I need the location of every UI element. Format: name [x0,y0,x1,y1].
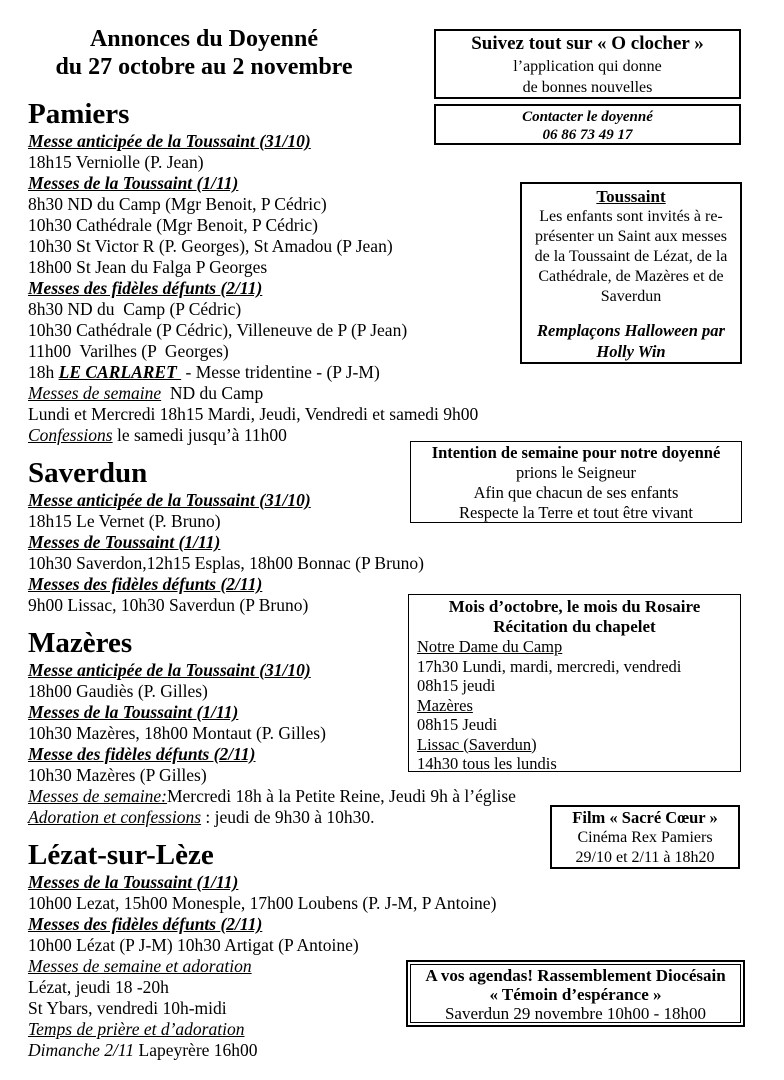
title-line-2: du 27 octobre au 2 novembre [55,54,353,80]
schedule-line [28,553,658,574]
text-segment: 8h30 ND du Camp (P Cédric) [28,299,242,319]
rosary-place: Notre Dame du Camp [417,637,563,656]
toussaint-title: Toussaint [596,187,666,206]
label-segment: Messes de semaine: [28,786,167,806]
agenda-box-inner [410,964,741,1023]
text-segment: Messes de la Toussaint (1/11) [28,702,239,722]
toussaint-body-line: Saverdun [600,288,662,305]
toussaint-footer-line: Holly Win [596,342,666,361]
schedule-line [28,574,658,595]
agenda-line: « Témoin d’espérance » [489,985,662,1004]
rosary-time: 14h30 tous les lundis [417,754,557,773]
text-segment: 18h15 Verniolle (P. Jean) [28,152,204,172]
text-segment: 8h30 ND du Camp (Mgr Benoit, P Cédric) [28,194,327,214]
rosary-place: Mazères [417,695,473,715]
agenda-box [406,960,745,1027]
schedule-line [28,152,658,173]
schedule-line [28,872,658,893]
text-segment: 9h00 Lissac, 10h30 Saverdun (P Bruno) [28,595,309,615]
label-segment: Confessions [28,425,113,445]
section-heading-lezat: Lézat-sur-Lèze [28,839,214,871]
main-column [28,0,658,1061]
text-segment: Messes des fidèles défunts (2/11) [28,574,263,594]
app-promo-line: l’application qui donne [513,58,662,75]
text-segment: 18h00 Gaudiès (P. Gilles) [28,681,208,701]
intention-line: Respecte la Terre et tout être vivant [458,503,694,522]
rosary-time: 17h30 Lundi, mardi, mercredi, vendredi [417,656,682,676]
emphasis-segment: LE CARLARET [58,362,182,382]
toussaint-body-line: de la Toussaint de Lézat, de la [534,248,728,265]
toussaint-body-line: Les enfants sont invités à re- [539,208,723,225]
film-line: 29/10 et 2/11 à 18h20 [575,849,715,866]
app-promo-box [434,29,741,99]
text-segment: Messe anticipée de la Toussaint (31/10) [28,660,311,680]
text-segment: Messes des fidèles défunts (2/11) [28,278,263,298]
page-title [28,0,380,81]
schedule-line [28,786,658,807]
rosary-box [408,594,741,772]
film-box [550,805,740,869]
text-segment: 18h15 Le Vernet (P. Bruno) [28,511,221,531]
text-segment: 10h30 Mazères (P Gilles) [28,765,207,785]
app-promo-line: de bonnes nouvelles [522,79,653,96]
text-segment: ND du Camp [161,383,264,403]
label-segment: Dimanche 2/11 [28,1040,135,1060]
text-segment: - Messe tridentine - (P J-M) [181,362,380,382]
text-segment: le samedi jusqu’à 11h00 [112,425,287,445]
contact-phone: 06 86 73 49 17 [542,127,633,143]
toussaint-body-line: Cathédrale, de Mazères et de [538,268,724,285]
intention-line: Afin que chacun de ses enfants [473,483,679,502]
label-segment: Temps de prière et d’adoration [28,1019,245,1039]
text-segment: 11h00 Varilhes (P Georges) [28,341,229,361]
contact-label: Contacter le doyenné [522,109,653,125]
agenda-line: Saverdun 29 novembre 10h00 - 18h00 [444,1004,707,1023]
rosary-place: Lissac (Saverdun) [417,734,537,754]
schedule-line [28,893,658,914]
contact-box [434,104,741,145]
film-line: Cinéma Rex Pamiers [577,829,713,846]
text-segment: Mercredi 18h à la Petite Reine, Jeudi 9h à l’église [166,786,516,806]
text-segment: 10h00 Lezat, 15h00 Monesple, 17h00 Loubens (P. J-M, P Antoine) [28,893,497,913]
schedule-line [28,404,658,425]
rosary-title-line: Récitation du chapelet [493,617,656,636]
toussaint-footer [522,320,740,362]
text-segment: 18h00 St Jean du Falga P Georges [28,257,268,277]
app-promo-title: Suivez tout sur « O clocher » [471,33,704,54]
text-segment: 10h30 Saverdon,12h15 Esplas, 18h00 Bonnac (P Bruno) [28,553,424,573]
text-segment: 18h [28,362,59,382]
schedule-line [28,362,658,383]
label-segment: Messes de semaine et adoration [28,956,252,976]
agenda-line: A vos agendas! Rassemblement Diocésain [425,966,726,985]
toussaint-footer-line: Remplaçons Halloween par [537,321,725,340]
section-heading-mazeres: Mazères [28,627,133,659]
schedule-line [28,935,658,956]
text-segment: 10h30 Cathédrale (Mgr Benoit, P Cédric) [28,215,318,235]
text-segment: Messes de la Toussaint (1/11) [28,872,239,892]
text-segment: Messe anticipée de la Toussaint (31/10) [28,131,311,151]
text-segment: Messes de Toussaint (1/11) [28,532,221,552]
rosary-title-line: Mois d’octobre, le mois du Rosaire [448,597,701,616]
intention-title: Intention de semaine pour notre doyenné [431,443,721,462]
text-segment: 10h30 Cathédrale (P Cédric), Villeneuve de P (P Jean) [28,320,408,340]
rosary-time: 08h15 jeudi [417,676,496,695]
text-segment: Messes des fidèles défunts (2/11) [28,914,263,934]
film-title: Film « Sacré Cœur » [572,808,718,827]
toussaint-box [520,182,742,364]
text-segment: Lapeyrère 16h00 [134,1040,258,1060]
label-segment: Adoration et confessions [28,807,202,827]
rosary-time: 08h15 Jeudi [417,715,498,734]
schedule-line [28,383,658,404]
toussaint-body-line: présenter un Saint aux messes [535,228,727,245]
schedule-line [28,1040,658,1061]
text-segment: Messe des fidèles défunts (2/11) [28,744,256,764]
text-segment: 10h30 St Victor R (P. Georges), St Amadou (P Jean) [28,236,393,256]
text-segment: St Ybars, vendredi 10h-midi [28,998,227,1018]
label-segment: Messes de semaine [28,383,162,403]
title-line-1: Annonces du Doyenné [89,26,319,52]
text-segment: : jeudi de 9h30 à 10h30. [201,807,375,827]
text-segment: Lundi et Mercredi 18h15 Mardi, Jeudi, Vendredi et samedi 9h00 [28,404,479,424]
section-heading-pamiers: Pamiers [28,98,130,130]
text-segment: 10h30 Mazères, 18h00 Montaut (P. Gilles) [28,723,326,743]
text-segment: Messe anticipée de la Toussaint (31/10) [28,490,311,510]
text-segment: Messes de la Toussaint (1/11) [28,173,239,193]
schedule-line [28,532,658,553]
intention-box [410,441,742,523]
section-heading-saverdun: Saverdun [28,457,148,489]
intention-line: prions le Seigneur [515,463,637,482]
text-segment: 10h00 Lézat (P J-M) 10h30 Artigat (P Antoine) [28,935,359,955]
text-segment: Lézat, jeudi 18 -20h [28,977,169,997]
schedule-line [28,914,658,935]
